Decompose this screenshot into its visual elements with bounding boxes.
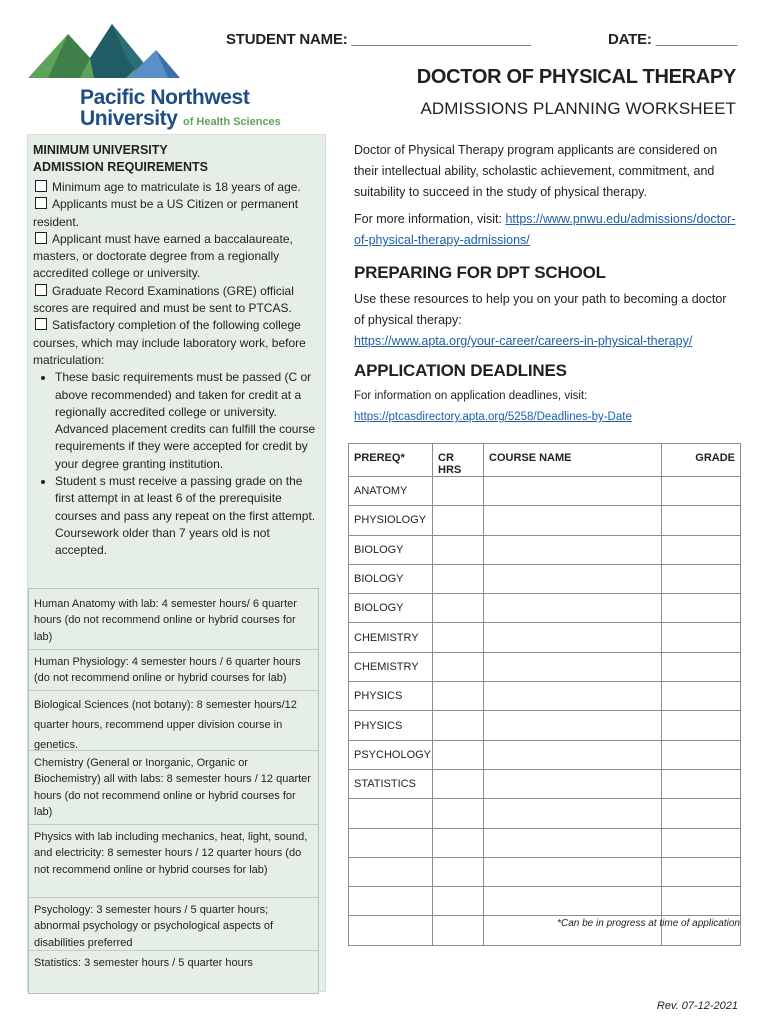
- table-row: [349, 769, 741, 798]
- requirement-text: Applicants must be a US Citizen or permanent resident.: [33, 197, 299, 229]
- page-title: DOCTOR OF PHYSICAL THERAPY: [416, 66, 736, 88]
- prereq-cell: PHYSICS: [349, 682, 433, 711]
- cr-hrs-cell[interactable]: [433, 799, 484, 828]
- intro-text: Doctor of Physical Therapy program applicants are considered on their intellectual ability, scholastic achievement, commitment, and suitability to succeed in the study of physical therapy.: [354, 143, 718, 199]
- prereq-cell: CHEMISTRY: [349, 623, 433, 652]
- logo-line2: [80, 107, 281, 131]
- requirement-item: [33, 179, 323, 196]
- cr-hrs-cell[interactable]: [433, 711, 484, 740]
- date-field[interactable]: DATE: __________: [608, 31, 738, 48]
- course-req-psychology: Psychology: 3 semester hours / 5 quarter hours; abnormal psychology or psychological aspects of disabilities preferred: [29, 897, 318, 949]
- course-req-physics: Physics with lab including mechanics, heat, light, sound, and electricity: 8 semester hours / 12 quarter hours (do not recommend online or hybrid courses for lab): [29, 824, 318, 896]
- grade-cell[interactable]: [662, 506, 741, 535]
- preparing-text: [354, 289, 739, 352]
- revision-date: Rev. 07-12-2021: [656, 1000, 738, 1012]
- course-name-cell[interactable]: [484, 740, 662, 769]
- course-req-anatomy: Human Anatomy with lab: 4 semester hours/ 6 quarter hours (do not recommend online or hybrid courses for lab): [34, 598, 297, 643]
- course-name-cell[interactable]: [484, 564, 662, 593]
- logo-line1: Pacific Northwest: [80, 86, 250, 109]
- cr-hrs-cell[interactable]: [433, 564, 484, 593]
- ptcas-deadlines-link[interactable]: https://ptcasdirectory.apta.org/5258/Deadlines-by-Date: [354, 411, 632, 423]
- cr-hrs-cell[interactable]: [433, 740, 484, 769]
- more-info-label: For more information, visit:: [354, 212, 506, 226]
- cr-hrs-cell[interactable]: [433, 828, 484, 857]
- pnwu-admissions-link[interactable]: https://www.pnwu.edu/admissions/doctor-of-physical-therapy-admissions/: [354, 212, 736, 247]
- requirement-item: [33, 231, 323, 283]
- course-name-cell[interactable]: [484, 887, 662, 916]
- table-row: [349, 506, 741, 535]
- checkbox[interactable]: [35, 232, 47, 244]
- course-name-cell[interactable]: [484, 857, 662, 886]
- requirements-heading: [33, 142, 323, 176]
- prereq-cell: BIOLOGY: [349, 594, 433, 623]
- page-subtitle: ADMISSIONS PLANNING WORKSHEET: [420, 99, 736, 118]
- grade-cell[interactable]: [662, 828, 741, 857]
- course-name-cell[interactable]: [484, 594, 662, 623]
- checkbox[interactable]: [35, 197, 47, 209]
- grade-cell[interactable]: [662, 740, 741, 769]
- requirement-text: Applicant must have earned a baccalaureate, masters, or doctorate degree from a regionally accredited college or university.: [33, 231, 293, 281]
- prereq-cell: [349, 887, 433, 916]
- course-name-cell[interactable]: [484, 623, 662, 652]
- grade-cell[interactable]: [662, 769, 741, 798]
- prereq-cell: [349, 828, 433, 857]
- table-row: [349, 594, 741, 623]
- course-req-statistics: Statistics: 3 semester hours / 5 quarter hours: [29, 950, 318, 990]
- requirement-text: Graduate Record Examinations (GRE) official scores are required and must be sent to PTCAS.: [33, 283, 294, 316]
- checkbox[interactable]: [35, 180, 47, 192]
- deadlines-body: For information on application deadlines, visit:: [354, 390, 588, 402]
- header-grade: GRADE: [662, 444, 741, 477]
- prereq-cell: [349, 916, 433, 945]
- grade-cell[interactable]: [662, 564, 741, 593]
- course-name-cell[interactable]: [484, 477, 662, 506]
- requirement-item: [33, 196, 323, 231]
- table-row: [349, 799, 741, 828]
- requirement-text: Satisfactory completion of the following college courses, which may include laboratory work, before matriculation:: [33, 318, 306, 367]
- course-name-cell[interactable]: [484, 769, 662, 798]
- cr-hrs-cell[interactable]: [433, 916, 484, 945]
- grade-cell[interactable]: [662, 799, 741, 828]
- cr-hrs-cell[interactable]: [433, 769, 484, 798]
- requirements-heading-line2: ADMISSION REQUIREMENTS: [33, 160, 209, 174]
- prereq-cell: STATISTICS: [349, 769, 433, 798]
- course-name-cell[interactable]: [484, 535, 662, 564]
- prereq-cell: CHEMISTRY: [349, 652, 433, 681]
- logo-line3: of Health Sciences: [182, 116, 281, 128]
- header-prereq: PREREQ*: [349, 444, 433, 477]
- table-footnote: *Can be in progress at time of application: [557, 918, 740, 929]
- course-name-cell[interactable]: [484, 828, 662, 857]
- cr-hrs-cell[interactable]: [433, 535, 484, 564]
- table-row: [349, 711, 741, 740]
- bullet-item: • Student s must receive a passing grade on the first attempt in at least 6 of the prerequisite courses and pass any repeat on the first attempt. Coursework older than 7 years old is not accepted.: [55, 473, 323, 559]
- requirement-bullets: [33, 369, 323, 559]
- cr-hrs-cell[interactable]: [433, 623, 484, 652]
- checkbox[interactable]: [35, 284, 47, 296]
- header-course-name: COURSE NAME: [484, 444, 662, 477]
- requirements-heading-line1: MINIMUM UNIVERSITY: [33, 143, 168, 157]
- table-row: [349, 623, 741, 652]
- more-info: [354, 209, 739, 251]
- cr-hrs-cell[interactable]: [433, 506, 484, 535]
- course-requirements-box: [28, 588, 319, 994]
- prereq-cell: [349, 799, 433, 828]
- grade-cell[interactable]: [662, 535, 741, 564]
- grade-cell[interactable]: [662, 594, 741, 623]
- deadlines-text: [354, 386, 739, 428]
- prereq-cell: PSYCHOLOGY: [349, 740, 433, 769]
- header-cr-hrs: CR HRS: [433, 444, 484, 477]
- course-req-chemistry: Chemistry (General or Inorganic, Organic or Biochemistry) all with labs: 8 semester hours / 12 quarter hours (do not recommend online or hybrid courses for lab): [29, 750, 318, 822]
- course-name-cell[interactable]: [484, 506, 662, 535]
- table-row: [349, 740, 741, 769]
- cr-hrs-cell[interactable]: [433, 594, 484, 623]
- table-row: [349, 564, 741, 593]
- deadlines-heading: APPLICATION DEADLINES: [354, 361, 567, 380]
- grade-cell[interactable]: [662, 857, 741, 886]
- grade-cell[interactable]: [662, 711, 741, 740]
- requirements-list: [33, 179, 323, 560]
- course-name-cell[interactable]: [484, 682, 662, 711]
- course-req-biology: Biological Sciences (not botany): 8 semester hours/12 quarter hours, recommend upper division course in genetics.: [29, 690, 318, 748]
- table-row: [349, 828, 741, 857]
- table-row: [349, 652, 741, 681]
- course-name-cell[interactable]: [484, 652, 662, 681]
- bullet-item: • These basic requirements must be passed (C or above recommended) and taken for credit at a regionally accredited college or university. Advanced placement credits can fulfill the course requirements if they were accepted for credit by your degree granting institution.: [55, 369, 323, 473]
- prereq-cell: BIOLOGY: [349, 535, 433, 564]
- course-name-cell[interactable]: [484, 799, 662, 828]
- table-row: [349, 682, 741, 711]
- cr-hrs-cell[interactable]: [433, 682, 484, 711]
- checkbox[interactable]: [35, 318, 47, 330]
- apta-careers-link[interactable]: https://www.apta.org/your-career/careers-in-physical-therapy/: [354, 334, 693, 348]
- requirement-item: [33, 317, 323, 369]
- table-row: [349, 857, 741, 886]
- prereq-cell: BIOLOGY: [349, 564, 433, 593]
- prerequisite-table: [348, 443, 741, 946]
- requirement-text: Minimum age to matriculate is 18 years of age.: [52, 180, 301, 194]
- cr-hrs-cell[interactable]: [433, 857, 484, 886]
- table-row: [349, 477, 741, 506]
- grade-cell[interactable]: [662, 477, 741, 506]
- preparing-body: Use these resources to help you on your path to becoming a doctor of physical therapy:: [354, 292, 727, 327]
- course-req-physiology: Human Physiology: 4 semester hours / 6 quarter hours (do not recommend online or hybrid courses for lab): [29, 649, 318, 693]
- course-name-cell[interactable]: [484, 711, 662, 740]
- table-body: [349, 477, 741, 946]
- student-name-field[interactable]: STUDENT NAME: ______________________: [226, 31, 531, 48]
- preparing-heading: PREPARING FOR DPT SCHOOL: [354, 263, 606, 282]
- prereq-cell: ANATOMY: [349, 477, 433, 506]
- prereq-cell: [349, 857, 433, 886]
- grade-cell[interactable]: [662, 623, 741, 652]
- grade-cell[interactable]: [662, 682, 741, 711]
- table-row: [349, 535, 741, 564]
- prereq-cell: PHYSICS: [349, 711, 433, 740]
- requirement-item: [33, 283, 323, 318]
- cr-hrs-cell[interactable]: [433, 887, 484, 916]
- grade-cell[interactable]: [662, 652, 741, 681]
- cr-hrs-cell[interactable]: [433, 652, 484, 681]
- cr-hrs-cell[interactable]: [433, 477, 484, 506]
- logo-line2-text: University: [80, 107, 178, 130]
- grade-cell[interactable]: [662, 887, 741, 916]
- table-header-row: [349, 444, 741, 477]
- table-row: [349, 887, 741, 916]
- prereq-cell: PHYSIOLOGY: [349, 506, 433, 535]
